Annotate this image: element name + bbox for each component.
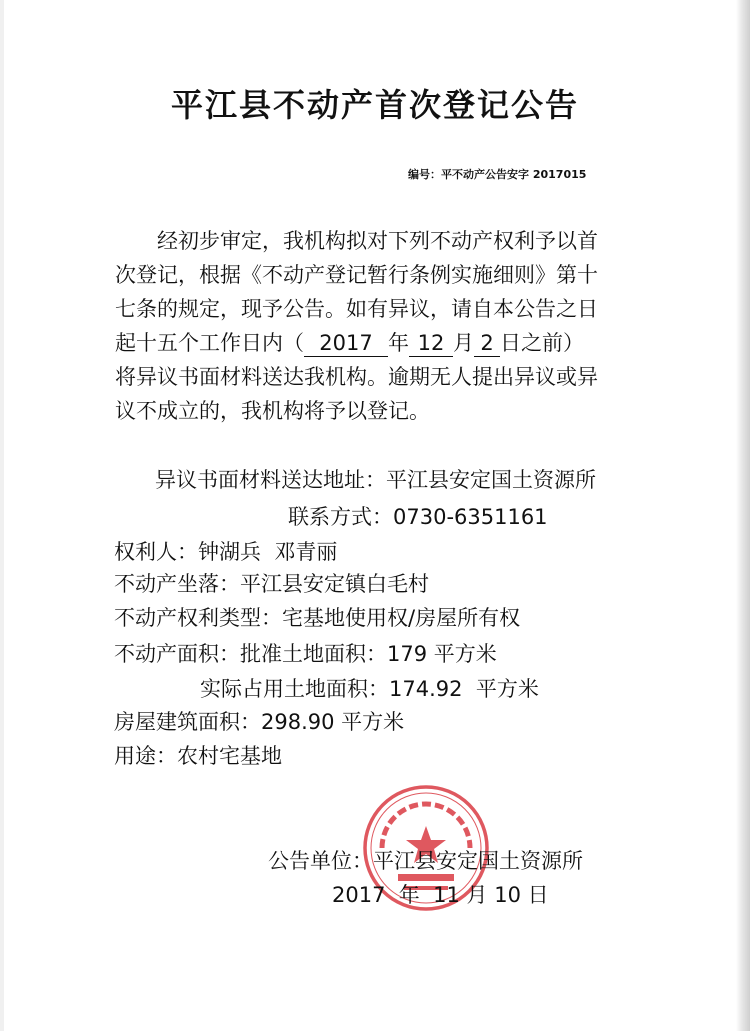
issue-date: 2017 年 11 月 10 日 xyxy=(332,883,549,907)
deadline-day: 2 xyxy=(474,330,500,357)
actual-area: 实际占用土地面积：174.92 平方米 xyxy=(200,677,539,701)
body-line-3: 七条的规定，现予公告。如有异议，请自本公告之日 xyxy=(115,297,598,321)
body-line-2: 次登记，根据《不动产登记暂行条例实施细则》第十 xyxy=(115,263,598,287)
objection-address: 异议书面材料送达地址：平江县安定国土资源所 xyxy=(155,468,596,492)
body-line-1: 经初步审定，我机构拟对下列不动产权利予以首 xyxy=(157,229,598,253)
document-title: 平江县不动产首次登记公告 xyxy=(170,86,579,124)
scan-edge-right xyxy=(736,0,750,1031)
scan-edge-left xyxy=(0,0,4,1031)
property-location: 不动产坐落：平江县安定镇白毛村 xyxy=(114,572,429,596)
contact-info: 联系方式：0730-6351161 xyxy=(288,505,548,529)
issuer: 公告单位：平江县安定国土资源所 xyxy=(268,849,583,873)
deadline-month: 12 xyxy=(409,330,453,357)
building-area: 房屋建筑面积：298.90 平方米 xyxy=(114,710,405,734)
right-type: 不动产权利类型：宅基地使用权/房屋所有权 xyxy=(114,606,521,630)
body-line-4: 起十五个工作日内（ 2017 年 12 月 2 日之前） xyxy=(115,331,584,355)
body-line-5: 将异议书面材料送达我机构。逾期无人提出异议或异 xyxy=(115,365,598,389)
deadline-year: 2017 xyxy=(304,330,388,357)
rights-holder: 权利人：钟湖兵 邓青丽 xyxy=(114,540,338,564)
document-number: 编号：平不动产公告安字 2017015 xyxy=(408,168,587,181)
usage: 用途：农村宅基地 xyxy=(114,744,282,768)
body-line-6: 议不成立的，我机构将予以登记。 xyxy=(115,399,430,423)
property-area: 不动产面积：批准土地面积：179 平方米 xyxy=(114,642,497,666)
